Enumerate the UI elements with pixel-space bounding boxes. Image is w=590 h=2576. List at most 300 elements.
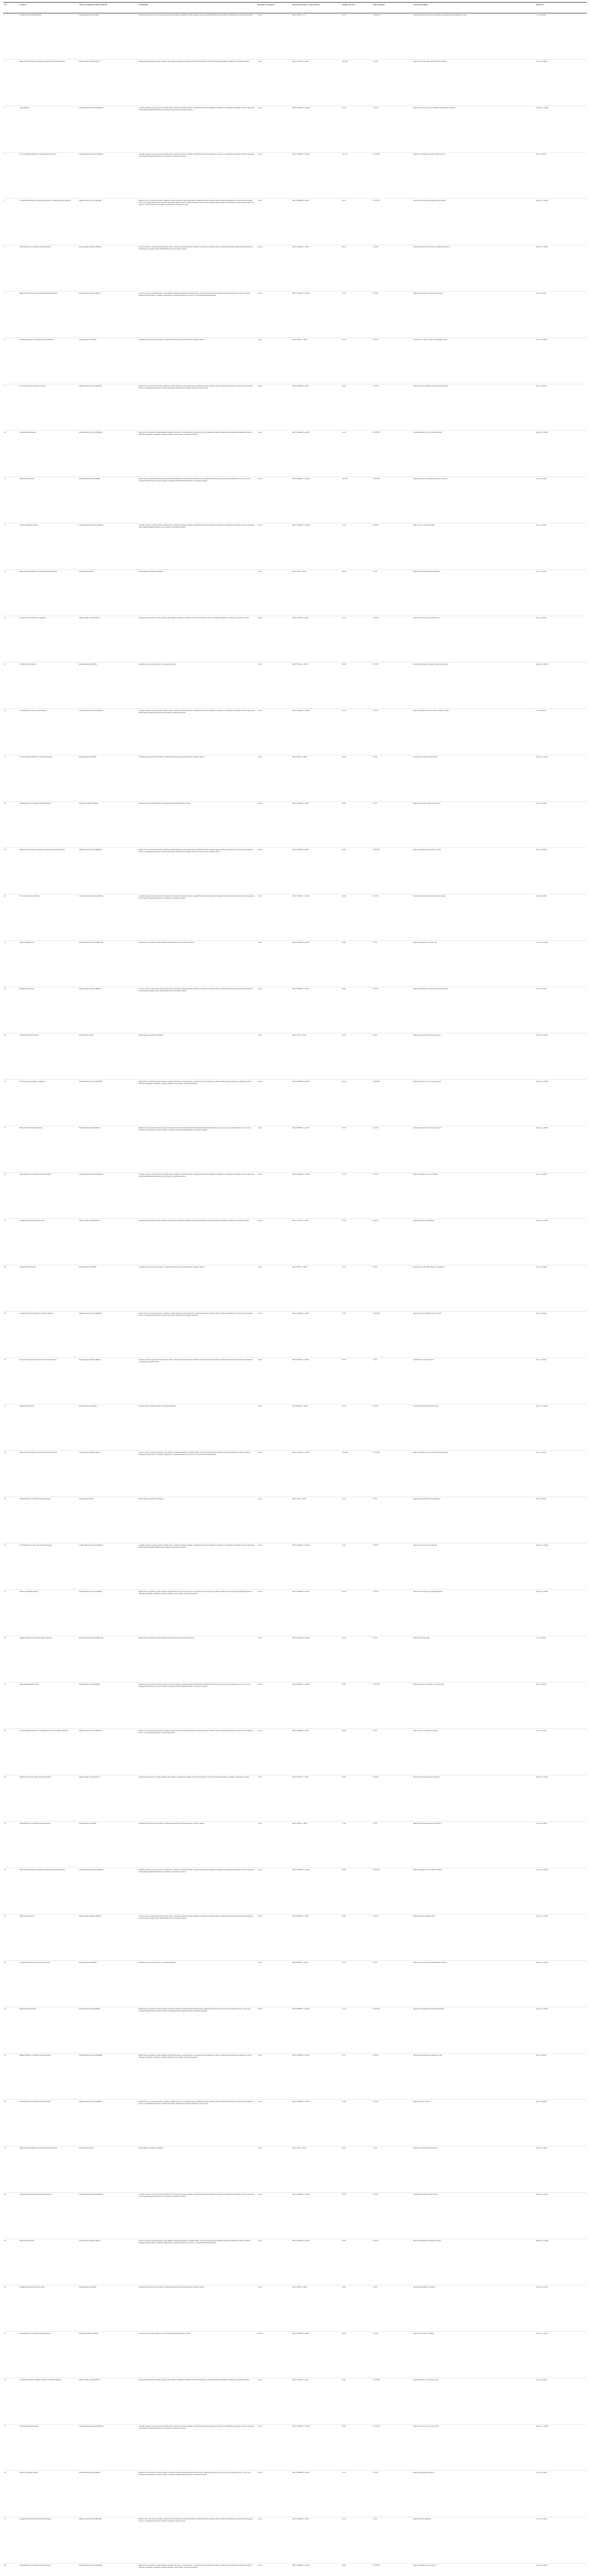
cell-tcm-name: Lianhua Qingwen Capsule (LHQWC) <box>78 2193 138 2239</box>
cell-lab-finding: Improved disappearance rate of fever, cough and fatigue <box>412 709 535 755</box>
cell-composition: Ephedra sinica, Glycyrrhiza uralensis, Armeniacae Semen Amarum, Gypsum Fibrosum, Cinnamomum cassia, Alisma orientale, Polyporus umbellatus, Atractylodes macrocephala, Poria cocos, Bupleurum chinense, Scutellaria baicalensis <box>138 1729 257 1775</box>
cell-sample-size: 30/30 <box>341 1033 372 1080</box>
cell-lab-finding: Decreased inflammatory cytokines <box>412 2285 535 2332</box>
cell-main-symptoms: ①②③⑤ <box>372 1775 412 1822</box>
cell-no: 39 <box>3 1775 19 1822</box>
cell-composition: Polygonum cuspidatum, Forsythia suspensa, Isatis indigotica, Bupleurum chinense, Patrinia scabiosaefolia, Verbena officinalis, Phragmites communis, Glycyrrhiza uralensis <box>138 1775 257 1822</box>
cell-no: 30 <box>3 1358 19 1404</box>
cell-reference: Yang et al. (2020) <box>535 1033 587 1080</box>
table-row <box>3 2378 587 2425</box>
cell-location: Hubei Provincial Hospital of Traditional Chinese Medicine <box>19 2146 78 2193</box>
cell-duration: 7 days <box>257 1404 291 1451</box>
cell-composition: Forsythia suspensa, Lonicera japonica, Ephedra sinica, Armeniacae Semen Amarum, Gypsum Fibrosum, Isatis indigotica, Dryopteris crassirhizoma, Houttuynia cordata, Pogostemon cablin, Rheum palmatum, Rhodiola rosea, Menthol, Glycyrrhiza uralensis <box>138 2193 257 2239</box>
cell-lab-finding: Improved symptoms; decreased CRP <box>412 941 535 987</box>
cell-reference: Zhao et al. (2020) <box>535 1404 587 1451</box>
cell-sample-size: 51/49 <box>341 2100 372 2146</box>
cell-intervention: ABCT+XFBDD vs. ABCT <box>291 1080 341 1126</box>
cell-reference: Peng et al. (2020) <box>535 2146 587 2193</box>
cell-composition: Carthamus tinctorius, Paeonia lactiflora, Ligusticum chuanxiong, Salvia miltiorrhiza, Angelica sinensis <box>138 1822 257 1868</box>
cell-sample-size: 100/100 <box>341 60 372 106</box>
cell-location: The First Affiliated Hospital of Guangzhou University of Chinese Medicine <box>19 1729 78 1775</box>
cell-duration: 7 days <box>257 1265 291 1312</box>
cell-duration: 14 days <box>257 2425 291 2471</box>
cell-location: Guangdong Provincial Hospital of Chinese Medicine <box>19 1312 78 1358</box>
cell-main-symptoms: ①③⑥ <box>372 2146 412 2193</box>
table-row <box>3 1033 587 1080</box>
cell-tcm-name: Xuebijing Injection (XBJI) <box>78 755 138 802</box>
cell-intervention: ABCT+QFPDD vs. ABCT <box>291 1312 341 1358</box>
cell-no: 44 <box>3 2007 19 2054</box>
cell-main-symptoms: ①②③④ <box>372 616 412 663</box>
cell-main-symptoms: ①②③④⑤ <box>372 1451 412 1497</box>
cell-sample-size: 26/26 <box>341 987 372 1033</box>
cell-sample-size: 30/30 <box>341 1126 372 1173</box>
cell-duration: 10 days <box>257 1914 291 1961</box>
cell-location: Wuhan Jinyintan Hospital <box>19 431 78 477</box>
cell-main-symptoms: ①②③④⑤ <box>372 1868 412 1914</box>
cell-sample-size: 55/55 <box>341 2471 372 2517</box>
cell-sample-size: 22/22 <box>341 1265 372 1312</box>
cell-lab-finding: Improved CT imaging; increased clinical cure rate <box>412 152 535 199</box>
cell-reference: Huang et al. (2020) <box>535 2239 587 2285</box>
cell-reference: Wang et al. (2020) <box>535 431 587 477</box>
cell-location: The Affiliated Hospital of Shandong University of Traditional Chinese Medicine <box>19 199 78 245</box>
cell-location: Guangxi International Zhuang Medicine Hospital <box>19 2517 78 2564</box>
cell-composition: Forsythia suspensa, Lonicera japonica, Ephedra sinica, Armeniacae Semen Amarum, Gypsum Fibrosum, Isatis indigotica, Dryopteris crassirhizoma, Houttuynia cordata, Pogostemon cablin, Rheum palmatum, Rhodiola rosea, Menthol, Glycyrrhiza uralensis <box>138 894 257 941</box>
cell-duration: 14 days <box>257 477 291 523</box>
table-row <box>3 1265 587 1312</box>
table-row <box>3 106 587 152</box>
cell-main-symptoms: ①②③④ <box>372 709 412 755</box>
cell-no: 18 <box>3 802 19 848</box>
cell-reference: Luo et al. (2020) <box>535 1265 587 1312</box>
cell-no: 51 <box>3 2332 19 2378</box>
cell-reference: Wang et al. (2020) <box>535 1775 587 1822</box>
cell-lab-finding: Decreased CRP; shortened fever duration <box>412 1775 535 1822</box>
cell-intervention: ABCT+LHQWC vs. ABCT <box>291 152 341 199</box>
cell-sample-size: 60/60 <box>341 2378 372 2425</box>
cell-intervention: ABCT+FQG vs. CT <box>291 13 341 60</box>
cell-no: 17 <box>3 755 19 802</box>
cell-lab-finding: Decreased CRP and ESR; relieved fever <box>412 1404 535 1451</box>
cell-lab-finding: Reduced CRP and IL-6; improved lung lesions <box>412 292 535 338</box>
cell-duration: 10 days <box>257 1173 291 1219</box>
cell-sample-size: 50/50 <box>341 2332 372 2378</box>
table-row <box>3 1590 587 1636</box>
cell-no: 24 <box>3 1080 19 1126</box>
cell-main-symptoms: ①②③⑤ <box>372 523 412 570</box>
cell-main-symptoms: ①②③⑤ <box>372 1404 412 1451</box>
cell-composition: Ephedra sinica, Armeniacae Semen Amarum, Gypsum Fibrosum, Coix lacryma-jobi, Atractylodes lancea, Pogostemon cablin, Artemisia annua, Polygonum cuspidatum, Verbena officinalis, Phragmites communis, Lepidium apetalum, Citrus grandis, Glycyrrhiza uralensis <box>138 2054 257 2100</box>
cell-lab-finding: Improved recovery rate of symptoms <box>412 1544 535 1590</box>
cell-sample-size: 40/40 <box>341 1544 372 1590</box>
table-row <box>3 1358 587 1404</box>
cell-tcm-name: Lianhua Qingwen Granule (LHQWG) <box>78 1173 138 1219</box>
cell-no: 37 <box>3 1683 19 1729</box>
cell-composition: Lonicera japonica, Isatis indigotica, Taraxacum mongolicum, Houttuynia cordata <box>138 2332 257 2378</box>
cell-reference: Jiang et al. (2020) <box>535 2193 587 2239</box>
cell-tcm-name: Jinyebaidu Granule (JYBDG) <box>78 2332 138 2378</box>
cell-sample-size: 29/29 <box>341 755 372 802</box>
cell-intervention: ABCT+JHQGG vs. ABCT <box>291 987 341 1033</box>
cell-intervention: ABCT+JHQGG vs. ABCT <box>291 1358 341 1404</box>
cell-main-symptoms: ①②③⑤ <box>372 60 412 106</box>
cell-tcm-name: Qingfei Paidu Decoction (QFPDD) <box>78 848 138 894</box>
cell-duration: 10 days <box>257 2193 291 2239</box>
cell-lab-finding: Shortened fever and cough time <box>412 1358 535 1404</box>
cell-intervention: ABCT+QFPDD vs. ABCT <box>291 199 341 245</box>
cell-lab-finding: Improved clinical symptoms; shortened hospitalization <box>412 384 535 431</box>
cell-intervention: ABCT+JHQGG vs. ABCT <box>291 245 341 292</box>
cell-intervention: ABCT+JHQGG vs. ABCT <box>291 1914 341 1961</box>
cell-lab-finding: Improved clinical symptoms and CT lesions <box>412 1312 535 1358</box>
cell-location: Hubei Provincial Hospital of Integrated Chinese and Western Medicine <box>19 60 78 106</box>
cell-main-symptoms: ①②③⑥ <box>372 338 412 384</box>
cell-intervention: ABCT+LHQWG vs. ABCT <box>291 523 341 570</box>
cell-reference: Liu et al. (2020) <box>535 570 587 616</box>
cell-reference: Zhang et al. (2020) <box>535 199 587 245</box>
table-row <box>3 477 587 523</box>
cell-composition: Polygonum cuspidatum, Forsythia suspensa, Isatis indigotica, Bupleurum chinense, Patrinia scabiosaefolia, Verbena officinalis, Phragmites communis, Glycyrrhiza uralensis <box>138 2378 257 2425</box>
cell-no: 25 <box>3 1126 19 1173</box>
cell-lab-finding: Relieved fever, cough and fatigue <box>412 523 535 570</box>
cell-duration: 10 days <box>257 802 291 848</box>
cell-duration: 14 days <box>257 1219 291 1265</box>
table-row <box>3 1914 587 1961</box>
cell-composition: Artemisia annua, Lonicera japonica, Gardenia jasminoides <box>138 1404 257 1451</box>
cell-no: 7 <box>3 292 19 338</box>
cell-composition: Forsythia suspensa, Lonicera japonica, Ephedra sinica, Armeniacae Semen Amarum, Gypsum Fibrosum, Isatis indigotica, Dryopteris crassirhizoma, Houttuynia cordata, Pogostemon cablin, Rheum palmatum, Rhodiola rosea, Menthol, Glycyrrhiza uralensis <box>138 2425 257 2471</box>
cell-lab-finding: Improved CT imaging; shortened hospitalization <box>412 2007 535 2054</box>
cell-sample-size: 100/100 <box>341 1451 372 1497</box>
cell-duration: 10 days <box>257 2471 291 2517</box>
cell-no: 15 <box>3 663 19 709</box>
cell-no: 34 <box>3 1544 19 1590</box>
cell-duration: 14 days <box>257 2378 291 2425</box>
cell-lab-finding: Shortened fever duration; improved CT <box>412 2193 535 2239</box>
cell-no: 46 <box>3 2100 19 2146</box>
cell-composition: Ephedra sinica, Pogostemon cablin, Gypsum Fibrosum, Armeniacae Semen Amarum, Pinellia ternata, Magnolia officinalis, Atractylodes lancea, Amomum tsao-ko, Poria cocos, Astragalus membranaceus, Paeonia lactiflora, Lepidium apetalum, Rheum palmatum, Glycyrrhiza uralensis <box>138 2007 257 2054</box>
cell-main-symptoms: ①②③ <box>372 2517 412 2564</box>
cell-intervention: ABCT+RDNI vs. ABCT <box>291 663 341 709</box>
cell-intervention: ABCT+SFJDC vs. ABCT <box>291 1775 341 1822</box>
cell-tcm-name: Qingfei Paidu Decoction (QFPDD) <box>78 2100 138 2146</box>
cell-duration: 14 days <box>257 2007 291 2054</box>
cell-intervention: ABCT+HSBDG vs. ABCT <box>291 477 341 523</box>
cell-location: The Third People's Hospital of Shenzhen <box>19 616 78 663</box>
cell-reference: Zhang et al. (2020) <box>535 663 587 709</box>
cell-lab-finding: Improved lymphocyte and CT findings <box>412 1173 535 1219</box>
cell-tcm-name: Xuanfei Baidu Decoction (XFBDD) <box>78 2564 138 2576</box>
cell-intervention: ABCT+QFPDD vs. ABCT <box>291 384 341 431</box>
cell-intervention: ABCT+SFJDC vs. ABCT <box>291 60 341 106</box>
cell-lab-finding: Improved blood pressure and oxygenation <box>412 570 535 616</box>
cell-composition: Ephedra sinica, Glycyrrhiza uralensis, Armeniacae Semen Amarum, Gypsum Fibrosum, Cinnamomum cassia, Alisma orientale, Polyporus umbellatus, Atractylodes macrocephala, Poria cocos, Bupleurum chinense, Scutellaria baicalensis, Pinellia ternata, Zingiber officinale, Aster tataricus <box>138 2100 257 2146</box>
cell-duration: 7 days <box>257 1033 291 1080</box>
cell-no: 38 <box>3 1729 19 1775</box>
cell-no: 6 <box>3 245 19 292</box>
cell-sample-size: 40/40 <box>341 1914 372 1961</box>
table-row <box>3 941 587 987</box>
cell-main-symptoms: ①②③ <box>372 802 412 848</box>
cell-no: 31 <box>3 1404 19 1451</box>
cell-location: Wuhan Hospital of Traditional Chinese Medicine <box>19 2100 78 2146</box>
cell-duration: 10 days <box>257 1729 291 1775</box>
cell-lab-finding: Shortened duration of fever; improved CT <box>412 616 535 663</box>
cell-location: Hubei Provincial Hospital of Integrated Chinese and Western Medicine <box>19 1868 78 1914</box>
cell-composition: Lonicera japonica, Gypsum Fibrosum, Ephedra sinica, Armeniacae Semen Amarum, Scutellaria baicalensis, Forsythia suspensa, Fritillaria thunbergii, Anemarrhena asphodeloides, Arctium lappa, Artemisia annua <box>138 1358 257 1404</box>
cell-composition: Forsythia suspensa, Lonicera japonica, Ephedra sinica, Armeniacae Semen Amarum, Gypsum Fibrosum, Isatis indigotica, Dryopteris crassirhizoma, Houttuynia cordata, Pogostemon cablin, Rheum palmatum, Rhodiola rosea, Menthol, Glycyrrhiza uralensis <box>138 152 257 199</box>
cell-no: 55 <box>3 2517 19 2564</box>
cell-lab-finding: Shortened fever time; improved cough and fatigue <box>412 894 535 941</box>
cell-no: 53 <box>3 2425 19 2471</box>
cell-lab-finding: Improved recovery rate; decreased CRP <box>412 2425 535 2471</box>
cell-main-symptoms: ①②③④⑤ <box>372 199 412 245</box>
header-lab-finding: Laboratory finding <box>412 3 535 13</box>
cell-no: 42 <box>3 1914 19 1961</box>
cell-intervention: ABCT+SFI vs. ABCT <box>291 1497 341 1544</box>
cell-lab-finding: Relieved fever and decreased inflammatory markers <box>412 1961 535 2007</box>
cell-reference: Yuan et al. (2020) <box>535 2332 587 2378</box>
cell-sample-size: 25/25 <box>341 2054 372 2100</box>
cell-reference: Xiong et al. (2020) <box>535 1080 587 1126</box>
cell-sample-size: 37/36 <box>341 292 372 338</box>
clinical-studies-table <box>3 2 587 2576</box>
cell-duration: 14 days <box>257 152 291 199</box>
cell-intervention: ABCT+XBJI vs. ABCT <box>291 338 341 384</box>
table-row <box>3 848 587 894</box>
cell-lab-finding: Improved fever, cough and CT lesions <box>412 1729 535 1775</box>
cell-intervention: ABCT+LHQWC vs. ABCT <box>291 894 341 941</box>
cell-no: 2 <box>3 60 19 106</box>
cell-main-symptoms: ①②③⑤ <box>372 1126 412 1173</box>
cell-tcm-name: Shenfu Injection (SFI) <box>78 2146 138 2193</box>
cell-no: 33 <box>3 1497 19 1544</box>
cell-composition: Panax ginseng, Aconitum carmichaelii <box>138 1497 257 1544</box>
table-row <box>3 1219 587 1265</box>
cell-location: Hubei Provincial Hospital of Traditional Chinese Medicine <box>19 1451 78 1497</box>
cell-reference: Wang et al. (2020) <box>535 1126 587 1173</box>
table-row <box>3 292 587 338</box>
cell-reference: Cheng et al. (2020) <box>535 106 587 152</box>
cell-reference: Qu et al. (2020) <box>535 616 587 663</box>
cell-lab-finding: Shortened nucleic acid negative conversion time <box>412 1683 535 1729</box>
cell-main-symptoms: ①②③④ <box>372 1914 412 1961</box>
cell-intervention: ABCT+LHQWC vs. ABCT <box>291 2193 341 2239</box>
cell-intervention: ABCT+LHQWG vs. ABCT <box>291 709 341 755</box>
cell-intervention: ABCT+LHQWG vs. ABCT <box>291 106 341 152</box>
cell-location: Hubei Provincial Hospital of Integrated Chinese and Western Medicine <box>19 848 78 894</box>
cell-main-symptoms: ①②③④ <box>372 2471 412 2517</box>
cell-duration: 7 days <box>257 941 291 987</box>
cell-reference: He et al. (2020) <box>535 1497 587 1544</box>
cell-tcm-name: Qingfei Paidu Decoction (QFPDD) <box>78 199 138 245</box>
table-header-row <box>3 3 587 13</box>
cell-lab-finding: Decreased IL-6, TNF-α; improved oxygenation index <box>412 338 535 384</box>
table-row <box>3 245 587 292</box>
cell-sample-size: 40/40 <box>341 663 372 709</box>
cell-location: Wuhan Third Hospital <box>19 1914 78 1961</box>
cell-intervention: ABCT+SFI vs. ABCT <box>291 1033 341 1080</box>
cell-location: The First Affiliated Hospital of Zhejiang University <box>19 755 78 802</box>
cell-tcm-name: Xuanfei Baidu Decoction (XFBDD) <box>78 1590 138 1636</box>
cell-reference: Fu et al. (2020) <box>535 292 587 338</box>
cell-duration: 14 days <box>257 1868 291 1914</box>
cell-composition: Forsythia suspensa, Lonicera japonica, Ephedra sinica, Armeniacae Semen Amarum, Gypsum Fibrosum, Isatis indigotica, Dryopteris crassirhizoma, Houttuynia cordata, Pogostemon cablin, Rheum palmatum, Rhodiola rosea, Menthol, Glycyrrhiza uralensis <box>138 1173 257 1219</box>
cell-location: Wuhan Hospital of Traditional Chinese Medicine <box>19 2332 78 2378</box>
cell-reference: Qiu et al. (2020) <box>535 2100 587 2146</box>
cell-duration: 14 days <box>257 13 291 60</box>
cell-main-symptoms: ①②③④⑤ <box>372 477 412 523</box>
cell-tcm-name: Qingfei Paidu Decoction (QFPDD) <box>78 1312 138 1358</box>
cell-lab-finding: Improved CT imaging; increased lymphocytes <box>412 1590 535 1636</box>
cell-sample-size: 90/90 <box>341 2425 372 2471</box>
cell-no: 35 <box>3 1590 19 1636</box>
cell-sample-size: 35/35 <box>341 616 372 663</box>
cell-intervention: ABCT+XBJI vs. ABCT <box>291 755 341 802</box>
cell-reference: Song et al. (2020) <box>535 2285 587 2332</box>
cell-main-symptoms: ①②③④ <box>372 2239 412 2285</box>
table-row <box>3 338 587 384</box>
cell-sample-size: 25/25 <box>341 1497 372 1544</box>
table-row <box>3 802 587 848</box>
cell-tcm-name: Shenfu Injection (SFI) <box>78 1033 138 1080</box>
cell-no: 21 <box>3 941 19 987</box>
cell-sample-size: 30/30 <box>341 1636 372 1683</box>
cell-intervention: ABCT+QFPDD vs. ABCT <box>291 1729 341 1775</box>
cell-lab-finding: Shortened nucleic acid conversion time <box>412 2378 535 2425</box>
cell-duration: 5 days <box>257 987 291 1033</box>
cell-tcm-name: Qingfei Paidu Decoction (QFPDD) <box>78 1729 138 1775</box>
cell-no: 49 <box>3 2239 19 2285</box>
cell-duration: 10 days <box>257 1590 291 1636</box>
cell-no: 16 <box>3 709 19 755</box>
cell-tcm-name: Lianhua Qingwen Granule (LHQWG) <box>78 523 138 570</box>
cell-no: 4 <box>3 152 19 199</box>
cell-sample-size: 63/39 <box>341 106 372 152</box>
cell-location: The Affiliated Hospital of Hubei University of Chinese Medicine <box>19 2378 78 2425</box>
table-row <box>3 1126 587 1173</box>
cell-no: 47 <box>3 2146 19 2193</box>
cell-tcm-name: Xuebijing Injection (XBJI) <box>78 1822 138 1868</box>
cell-no: 8 <box>3 338 19 384</box>
cell-reference: Gao et al. (2020) <box>535 2378 587 2425</box>
cell-composition: Carthamus tinctorius, Paeonia lactiflora, Ligusticum chuanxiong, Salvia miltiorrhiza, Angelica sinensis <box>138 338 257 384</box>
cell-tcm-name: Jinyebaidu Granule (JYBDG) <box>78 802 138 848</box>
cell-no: 10 <box>3 431 19 477</box>
cell-reference: Li et al. (2020) <box>535 13 587 60</box>
cell-tcm-name: Toujie Quwen Granule (TJQWG) <box>78 292 138 338</box>
cell-location: Jingzhou Hospital of Traditional Chinese Medicine <box>19 1636 78 1683</box>
cell-sample-size: 40/40 <box>341 1775 372 1822</box>
cell-tcm-name: Lianhua Qingwen Capsule (LHQWC) <box>78 894 138 941</box>
cell-location: The First Affiliated Hospital of Anhui Medical University <box>19 152 78 199</box>
cell-intervention: ABCT+MXSGD vs. ABCT <box>291 1636 341 1683</box>
cell-main-symptoms: ①②③④ <box>372 1544 412 1590</box>
cell-main-symptoms: ①②③⑤ <box>372 292 412 338</box>
cell-sample-size: 63/35 <box>341 199 372 245</box>
cell-tcm-name: Reduning Injection (RDNI) <box>78 663 138 709</box>
cell-duration: 10 days <box>257 292 291 338</box>
cell-lab-finding: Decreased CRP; increased lymphocyte percentage <box>412 199 535 245</box>
cell-composition: Forsythia suspensa, Lonicera japonica, Ephedra sinica, Armeniacae Semen Amarum, Gypsum Fibrosum, Isatis indigotica, Dryopteris crassirhizoma, Houttuynia cordata, Pogostemon cablin, Rheum palmatum, Rhodiola rosea, Menthol, Glycyrrhiza uralensis <box>138 709 257 755</box>
cell-main-symptoms: ①②③⑤⑥ <box>372 152 412 199</box>
cell-composition: Glycyrrhiza Uralensis, Poria cocos, Atractylodes Macrocephala, Pogostemon Cablin, Agastache rugosa, Magnolia officinalis, Pericarpium Citri Reticulatae, Scutellaria baicalensis <box>138 13 257 60</box>
cell-duration: 10 days <box>257 245 291 292</box>
cell-reference: Chen et al. (2020) <box>535 941 587 987</box>
cell-lab-finding: Improved fever and CT findings <box>412 2332 535 2378</box>
cell-main-symptoms: ①③⑥ <box>372 1265 412 1312</box>
cell-composition: Carthamus tinctorius, Paeonia lactiflora, Ligusticum chuanxiong, Salvia miltiorrhiza, Angelica sinensis <box>138 1265 257 1312</box>
cell-intervention: ABCT+QFPDD vs. ABCT <box>291 848 341 894</box>
cell-location: Shanghai Public Health Clinical Center <box>19 1219 78 1265</box>
cell-composition: Ephedra sinica, Armeniacae Semen Amarum, Gypsum Fibrosum, Glycyrrhiza uralensis <box>138 1636 257 1683</box>
cell-tcm-name: Shufeng Jiedu Capsule (SFJDC) <box>78 1219 138 1265</box>
cell-lab-finding: Improved pneumonia recovery; increased lymphocytes <box>412 987 535 1033</box>
cell-composition: Ephedra sinica, Armeniacae Semen Amarum, Gypsum Fibrosum, Glycyrrhiza uralensis <box>138 941 257 987</box>
cell-lab-finding: Relieved clinical symptoms <box>412 2517 535 2564</box>
cell-composition: Carthamus tinctorius, Paeonia lactiflora, Ligusticum chuanxiong, Salvia miltiorrhiza, Angelica sinensis <box>138 2285 257 2332</box>
cell-main-symptoms: ①②③④⑤ <box>372 2378 412 2425</box>
cell-intervention: ABCT+MXSGD vs. ABCT <box>291 941 341 987</box>
cell-reference: Xie et al. (2020) <box>535 1358 587 1404</box>
table-row <box>3 1868 587 1914</box>
cell-tcm-name: Shenfu Injection (SFI) <box>78 1497 138 1544</box>
header-location: Location <box>19 3 78 13</box>
table-row <box>3 2239 587 2285</box>
cell-location: Wuhan Hospital of Traditional Chinese Medicine <box>19 1822 78 1868</box>
cell-tcm-name: Lianhua Qingwen Granule (LHQWG) <box>78 709 138 755</box>
cell-composition: Lonicera japonica, Gypsum Fibrosum, Ephedra sinica, Armeniacae Semen Amarum, Scutellaria baicalensis, Forsythia suspensa, Fritillaria thunbergii, Anemarrhena asphodeloides, Arctium lappa, Artemisia annua, Mentha haplocalyx, Glycyrrhiza uralensis <box>138 1914 257 1961</box>
cell-sample-size: 75/74 <box>341 2007 372 2054</box>
cell-reference: Liao et al. (2020) <box>535 2517 587 2564</box>
cell-duration: 7 days <box>257 2146 291 2193</box>
cell-duration: 7 days <box>257 894 291 941</box>
cell-reference: Tong et al. (2020) <box>535 2007 587 2054</box>
cell-tcm-name: Jinhua Qinggan Granule (JHQGG) <box>78 245 138 292</box>
cell-duration: 7 days <box>257 1961 291 2007</box>
cell-no: 48 <box>3 2193 19 2239</box>
cell-location: Huanggang Hospital of Traditional Chinese Medicine <box>19 338 78 384</box>
table-row <box>3 431 587 477</box>
cell-duration: 7 days <box>257 1497 291 1544</box>
cell-duration: 7 days <box>257 60 291 106</box>
cell-duration: 7 days <box>257 663 291 709</box>
table-row <box>3 570 587 616</box>
cell-intervention: ABCT+SFI vs. ABCT <box>291 570 341 616</box>
cell-lab-finding: Improved hemodynamics and oxygenation <box>412 1497 535 1544</box>
cell-composition: Ephedra sinica, Armeniacae Semen Amarum, Gypsum Fibrosum, Coix lacryma-jobi, Atractylodes lancea, Pogostemon cablin, Artemisia annua, Polygonum cuspidatum, Verbena officinalis, Phragmites communis, Lepidium apetalum, Citrus grandis, Glycyrrhiza uralensis <box>138 1080 257 1126</box>
cell-tcm-name: Maxing Shigan Decoction (MXSGD) <box>78 1636 138 1683</box>
cell-tcm-name: Xuanfei Baidu Decoction (XFBDD) <box>78 1080 138 1126</box>
cell-composition: Ephedra sinica, Pogostemon cablin, Gypsum Fibrosum, Armeniacae Semen Amarum, Pinellia ternata, Magnolia officinalis, Atractylodes lancea, Amomum tsao-ko, Poria cocos, Astragalus membranaceus, Paeonia lactiflora, Lepidium apetalum, Rheum palmatum, Glycyrrhiza uralensis <box>138 2471 257 2517</box>
cell-composition: Ephedra sinica, Glycyrrhiza uralensis, Armeniacae Semen Amarum, Gypsum Fibrosum, Cinnamomum cassia, Alisma orientale, Polyporus umbellatus, Atractylodes macrocephala, Poria cocos, Bupleurum chinense, Scutellaria baicalensis, Pinellia ternata, Zingiber officinale, Aster tataricus <box>138 384 257 431</box>
cell-duration: 7 days <box>257 1822 291 1868</box>
cell-tcm-name: Toujie Quwen Granule (TJQWG) <box>78 2239 138 2285</box>
cell-tcm-name: Fuzheng Qushi Granule (FQG) <box>78 13 138 60</box>
cell-reference: Ren et al. (2020) <box>535 848 587 894</box>
cell-tcm-name: Huashi Baidu Granule (HSBDG) <box>78 2471 138 2517</box>
cell-sample-size: 60/60 <box>341 1683 372 1729</box>
cell-main-symptoms: ①②③⑤ <box>372 2054 412 2100</box>
cell-sample-size: 25/25 <box>341 13 372 60</box>
cell-tcm-name: Qingfei Paidu Decoction (QFPDD) <box>78 384 138 431</box>
cell-composition: Ephedra sinica, Pogostemon cablin, Gypsum Fibrosum, Armeniacae Semen Amarum, Pinellia ternata, Magnolia officinalis, Atractylodes lancea, Amomum tsao-ko, Poria cocos, Astragalus membranaceus, Paeonia lactiflora, Lepidium apetalum, Rheum palmatum, Glycyrrhiza uralensis <box>138 1126 257 1173</box>
cell-reference: Xu et al. (2020) <box>535 1451 587 1497</box>
cell-composition: Lonicera japonica, Forsythia suspensa, Isatis indigotica, Bupleurum chinense, Artemisia annua, Cicada Periostracum, Peucedanum praeruptorum, Fritillaria cirrhosa, Fritillaria thunbergii, Prunus mume, Scrophularia ningpoensis, Astragalus membranaceus, Poria cocos, Pseudostellaria heterophylla <box>138 1451 257 1497</box>
cell-no: 23 <box>3 1033 19 1080</box>
table-row <box>3 1544 587 1590</box>
